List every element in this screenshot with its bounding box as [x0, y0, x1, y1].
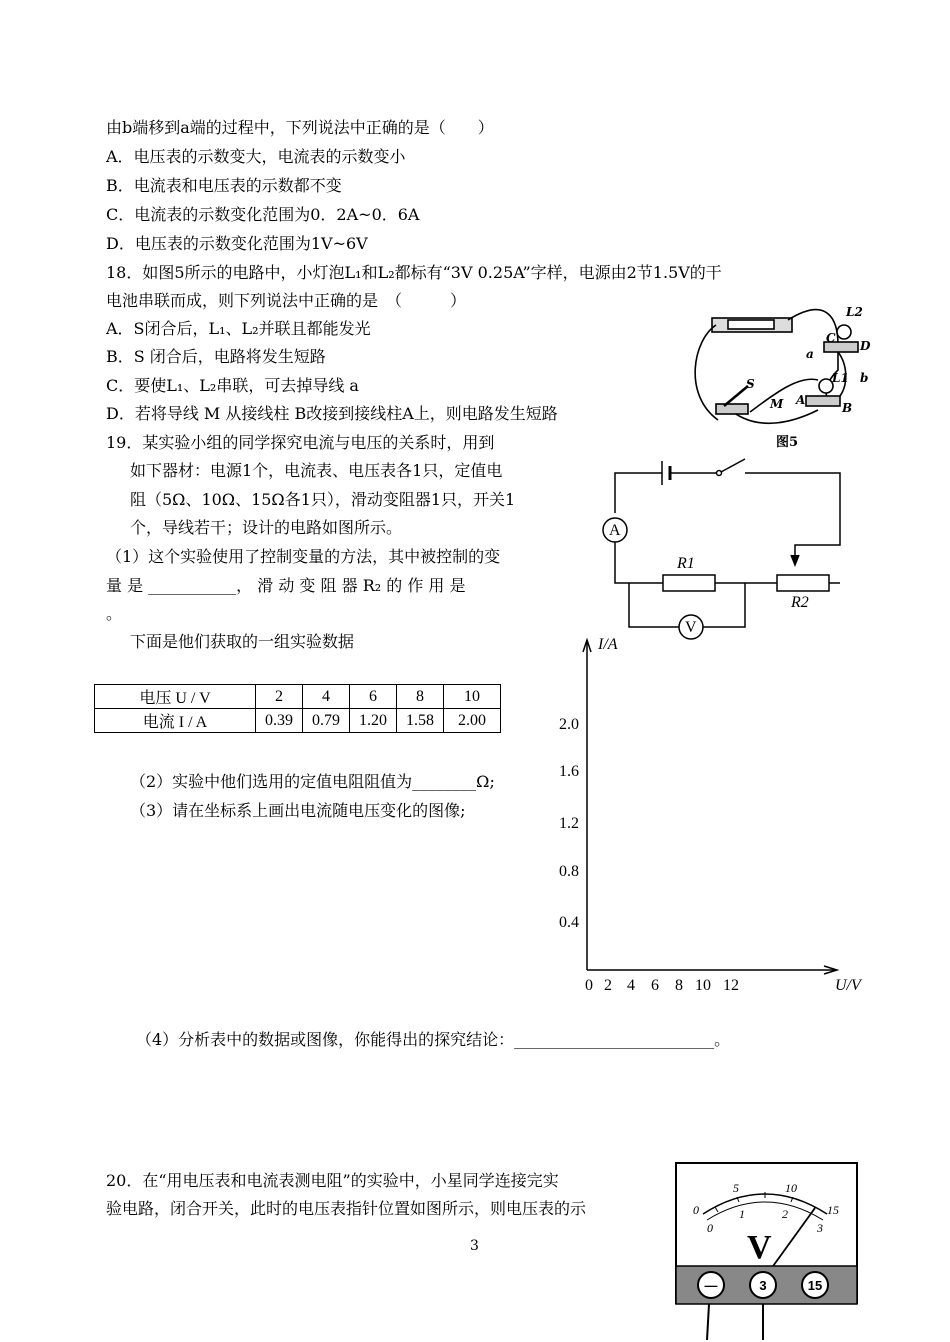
table-cell: 6 [350, 685, 397, 709]
y-tick-label: 2.0 [559, 716, 579, 733]
option-b: B．S 闭合后，电路将发生短路 [106, 347, 326, 366]
table-header: 电流 I / A [95, 709, 256, 733]
text-line: 验电路，闭合开关，此时的电压表指针位置如图所示，则电压表的示 [106, 1199, 587, 1218]
sub-question-4: （4）分析表中的数据或图像，你能得出的探究结论：_________________________。 [136, 1030, 731, 1049]
fig5-label: a [806, 347, 814, 361]
fig5-label: S [746, 377, 755, 391]
fig5-label: L2 [846, 305, 863, 319]
table-cell: 2.00 [444, 709, 501, 733]
slider-arrow [791, 555, 799, 565]
graph-axes [550, 630, 861, 994]
fig5-label: C [826, 331, 836, 345]
table-cell: 0.39 [256, 709, 303, 733]
option-b: B．电流表和电压表的示数都不变 [106, 176, 342, 195]
text-line: 电池串联而成，则下列说法中正确的是 （ ） [106, 291, 467, 310]
x-tick-label: 12 [723, 977, 739, 994]
x-tick-label: 6 [651, 977, 659, 994]
voltmeter-dial [675, 1162, 860, 1342]
upper-scale-label: 15 [827, 1203, 839, 1217]
x-tick-label: 0 [585, 977, 593, 994]
switch-lever [724, 386, 748, 406]
x-tick-label: 8 [675, 977, 683, 994]
page-number: 3 [470, 1238, 479, 1254]
resistor-r1 [663, 575, 715, 591]
text-line: 阻（5Ω、10Ω、15Ω各1只），滑动变阻器1只，开关1 [130, 490, 516, 509]
terminal-label: 15 [807, 1278, 823, 1293]
x-tick-label: 10 [695, 977, 711, 994]
rheostat-r2 [777, 575, 829, 591]
table-cell: 1.58 [397, 709, 444, 733]
switch-base [716, 404, 748, 414]
y-tick-label: 1.6 [559, 763, 579, 780]
lead-wire [707, 1304, 709, 1340]
question-18: 18．如图5所示的电路中，小灯泡L₁和L₂都标有“3V 0.25A”字样，电源由2节1.5V的干 [106, 263, 722, 282]
fig5-label: L1 [832, 371, 849, 385]
text-line: 个，导线若干；设计的电路如图所示。 [130, 518, 403, 537]
switch-contact [717, 471, 722, 476]
lamp-base [806, 396, 840, 406]
x-axis-label: U/V [835, 977, 861, 994]
option-c: C．要使L₁、L₂串联，可去掉导线 a [106, 376, 359, 395]
lower-scale-label: 0 [707, 1221, 713, 1235]
ammeter-label: A [609, 522, 621, 539]
option-d: D．若将导线 M 从接线柱 B改接到接线柱A上，则电路发生短路 [106, 404, 558, 423]
lamp-icon [819, 379, 833, 393]
table-header: 电压 U / V [95, 685, 256, 709]
voltmeter-symbol: V [747, 1229, 772, 1266]
lower-scale-label: 3 [817, 1221, 823, 1235]
voltmeter-label: V [685, 619, 697, 636]
terminal-label: 3 [759, 1278, 767, 1293]
fig5-label: B [842, 401, 853, 415]
y-axis-label: I/A [598, 636, 618, 653]
fig5-caption: 图5 [776, 435, 799, 450]
upper-scale-label: 5 [733, 1181, 739, 1195]
battery-icon [728, 320, 774, 329]
text-line: 。 [106, 604, 123, 623]
lower-scale-label: 2 [782, 1207, 788, 1221]
option-c: C．电流表的示数变化范围为0．2A~0．6A [106, 205, 420, 224]
sub-question-3: （3）请在坐标系上画出电流随电压变化的图像; [130, 801, 466, 820]
option-a: A．电压表的示数变大，电流表的示数变小 [106, 147, 406, 166]
table-cell: 1.20 [350, 709, 397, 733]
y-tick-label: 0.4 [559, 914, 579, 931]
data-table [94, 684, 501, 733]
fig5-label: b [860, 371, 869, 385]
sub-question-2: （2）实验中他们选用的定值电阻阻值为________Ω; [130, 772, 495, 791]
text-line: 量 是 ___________， 滑 动 变 阻 器 R₂ 的 作 用 是 [106, 576, 466, 595]
table-cell: 0.79 [303, 709, 350, 733]
lamp-icon [837, 325, 851, 339]
text-line: 如下器材：电源1个，电流表、电压表各1只，定值电 [130, 461, 503, 480]
sub-question-1: （1）这个实验使用了控制变量的方法，其中被控制的变 [106, 547, 501, 566]
r2-label: R2 [791, 594, 809, 611]
r1-label: R1 [677, 555, 695, 572]
y-tick-label: 0.8 [559, 863, 579, 880]
fig5-label: D [860, 339, 871, 353]
option-d: D．电压表的示数变化范围为1V~6V [106, 234, 368, 253]
lower-scale-label: 1 [739, 1207, 745, 1221]
terminal-label: — [704, 1278, 718, 1293]
circuit-diagram [595, 455, 855, 645]
question-19: 19．某实验小组的同学探究电流与电压的关系时，用到 [106, 433, 495, 452]
upper-scale-label: 0 [693, 1203, 699, 1217]
upper-scale-label: 10 [785, 1181, 797, 1195]
table-row [95, 685, 501, 709]
switch-blade [721, 459, 745, 472]
y-tick-label: 1.2 [559, 815, 579, 832]
text-line: 由b端移到a端的过程中，下列说法中正确的是（ ） [106, 118, 494, 137]
x-tick-label: 4 [627, 977, 635, 994]
table-cell: 8 [397, 685, 444, 709]
fig5-label: M [770, 397, 784, 411]
table-cell: 4 [303, 685, 350, 709]
figure-5 [688, 300, 871, 450]
x-tick-label: 2 [604, 977, 612, 994]
wire [745, 473, 840, 563]
option-a: A．S闭合后，L₁、L₂并联且都能发光 [106, 319, 371, 338]
table-cell: 2 [256, 685, 303, 709]
fig5-label: A [796, 393, 806, 407]
question-20: 20．在“用电压表和电流表测电阻”的实验中，小星同学连接完实 [106, 1171, 559, 1190]
table-cell: 10 [444, 685, 501, 709]
table-row [95, 709, 501, 733]
text-line: 下面是他们获取的一组实验数据 [130, 632, 355, 651]
